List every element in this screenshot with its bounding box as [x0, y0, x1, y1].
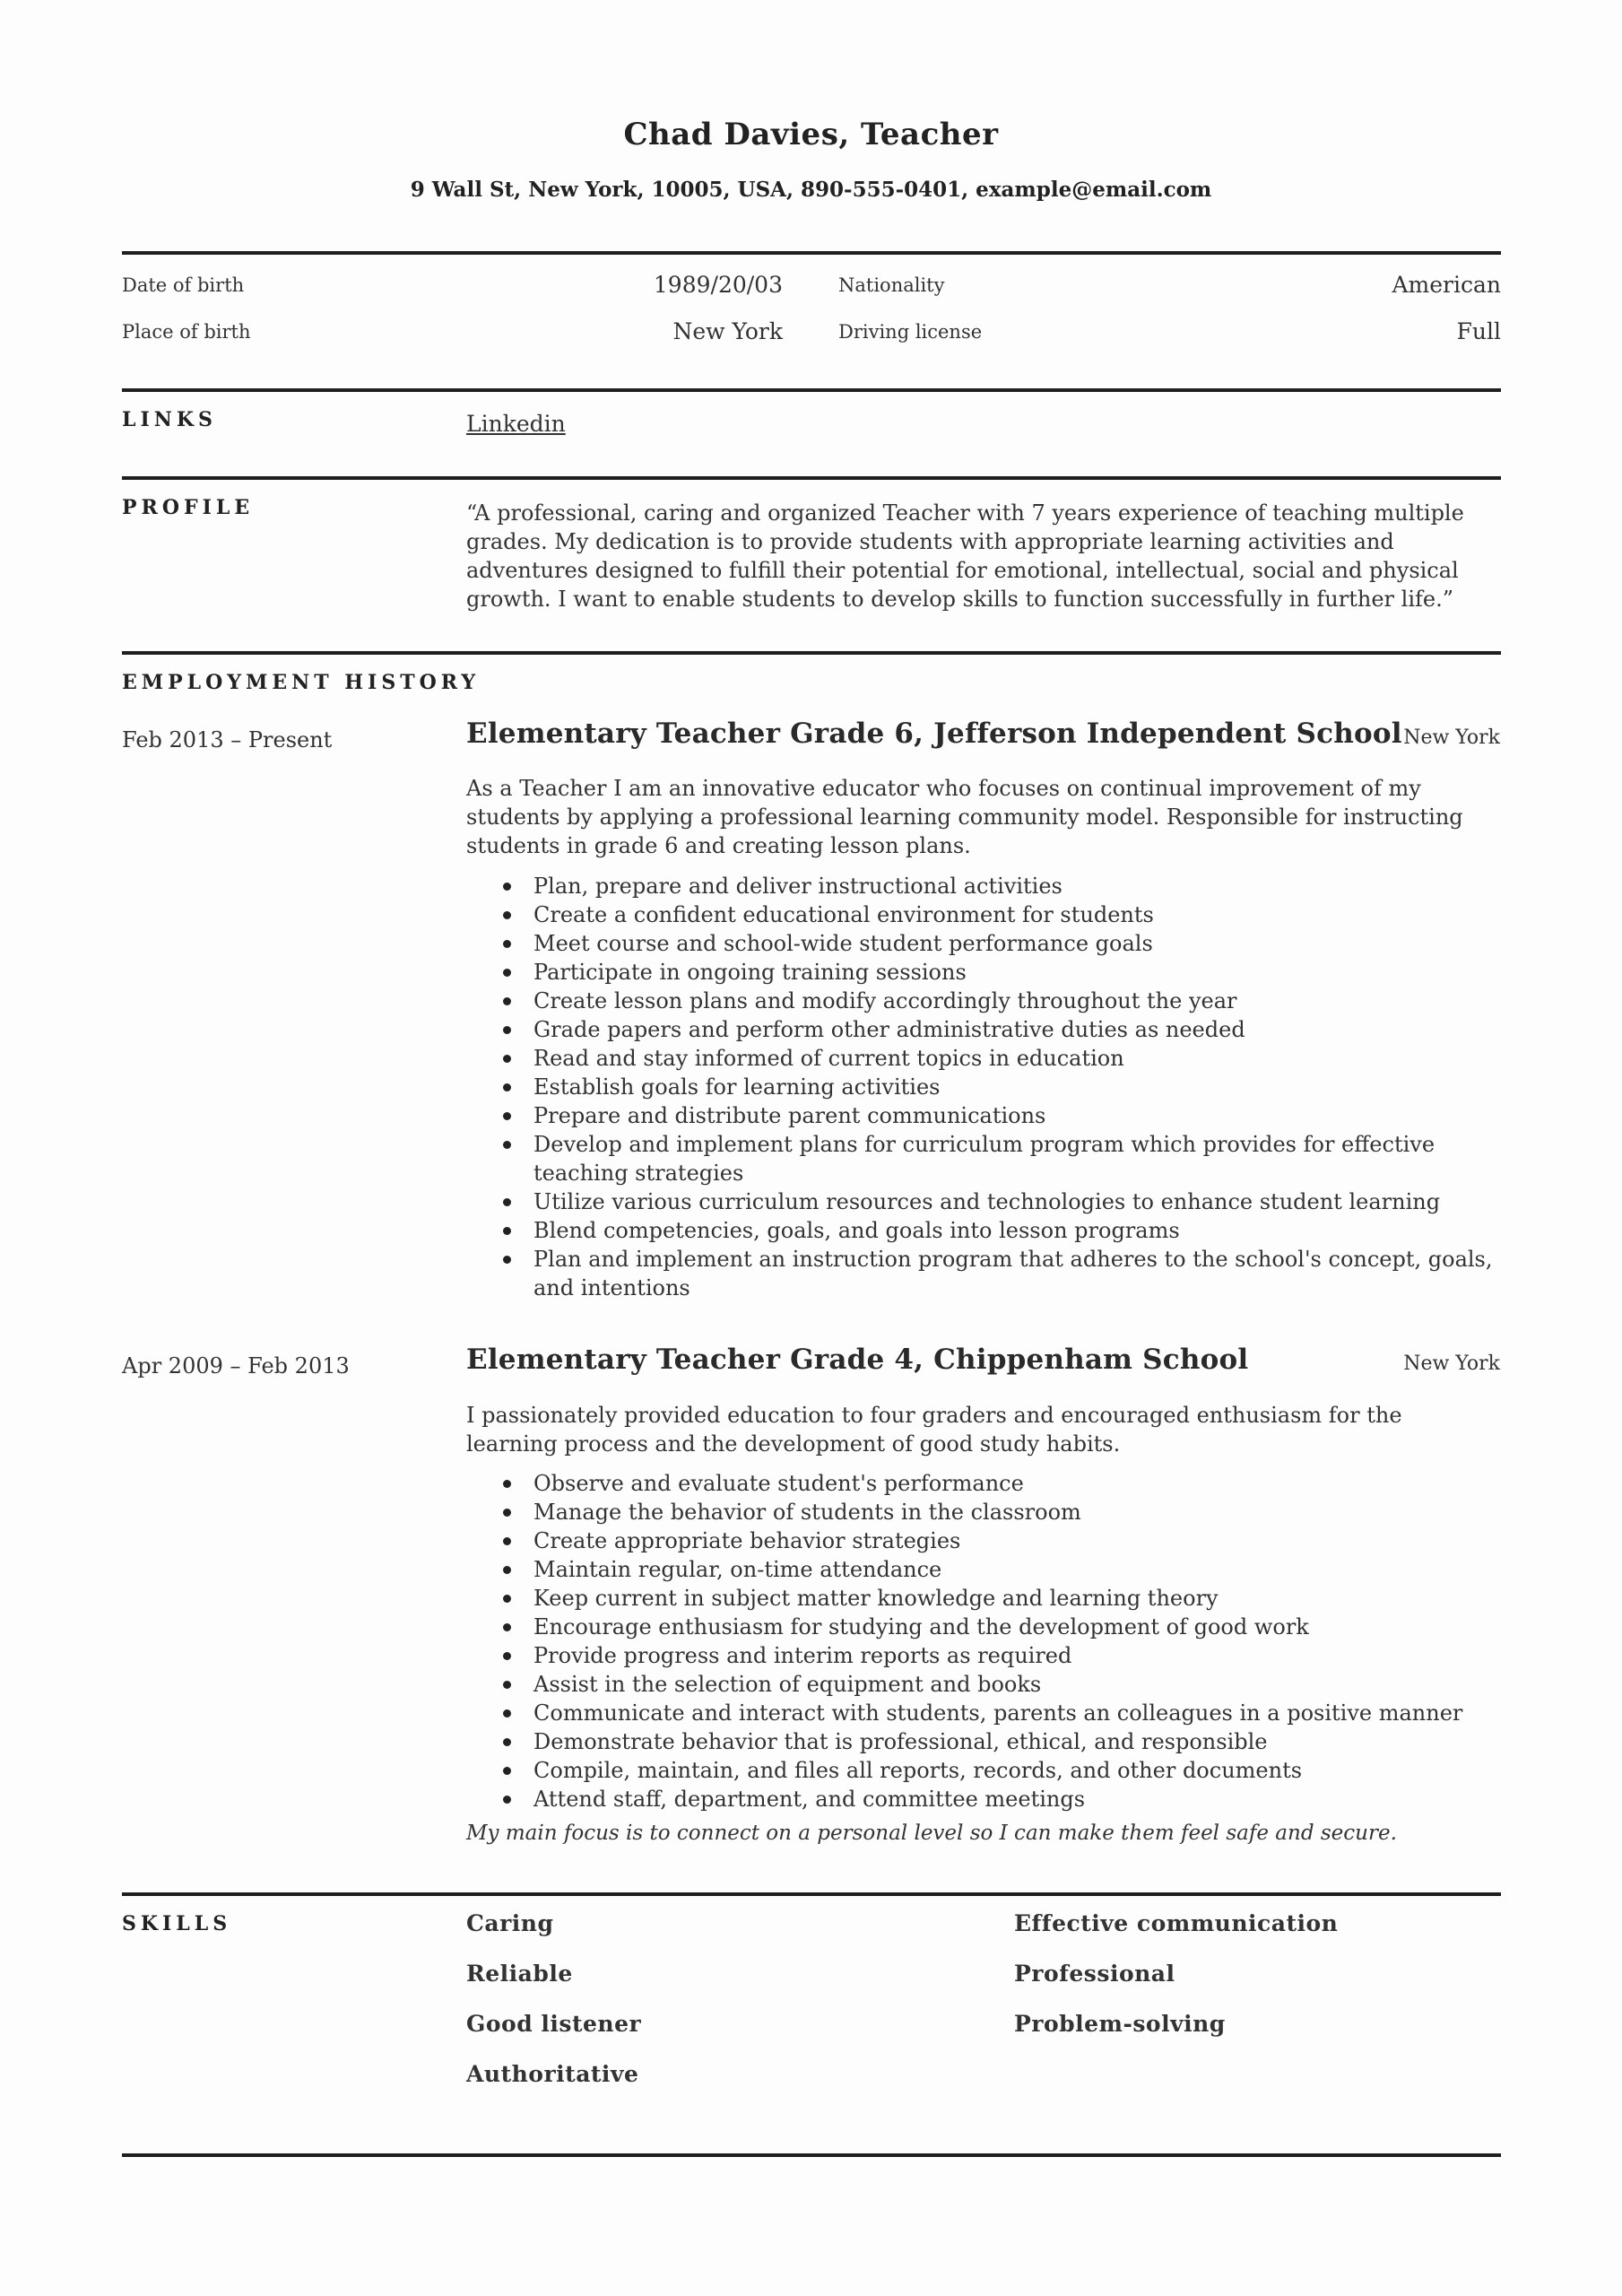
list-item: Manage the behavior of students in the classroom — [466, 1498, 1497, 1526]
divider-profile — [122, 476, 1501, 480]
divider-links — [122, 388, 1501, 392]
section-title-profile: PROFILE — [122, 496, 255, 519]
job-duties-list — [466, 1469, 1497, 1813]
section-title-skills: SKILLS — [122, 1912, 232, 1935]
job-description: As a Teacher I am an innovative educator who focuses on continual improvement of my students by applying a professional learning community model. Responsible for instructing students in grade 6 and creating lesson plans. — [466, 776, 1463, 858]
list-item: Provide progress and interim reports as required — [466, 1641, 1497, 1670]
list-item: Establish goals for learning activities — [466, 1073, 1497, 1101]
skill-item: Good listener — [466, 2011, 642, 2037]
skill-item: Caring — [466, 1910, 554, 1936]
list-item: Develop and implement plans for curriculum program which provides for effective teaching strategies — [466, 1130, 1497, 1187]
divider-header — [122, 251, 1501, 255]
nationality-value: American — [1392, 272, 1501, 298]
license-value: Full — [1456, 318, 1501, 344]
list-item: Create a confident educational environment for students — [466, 900, 1497, 929]
list-item: Utilize various curriculum resources and technologies to enhance student learning — [466, 1187, 1497, 1216]
list-item: Meet course and school-wide student performance goals — [466, 929, 1497, 958]
list-item: Create lesson plans and modify accordingly throughout the year — [466, 987, 1497, 1015]
license-label: Driving license — [838, 321, 983, 343]
candidate-name: Chad Davies, Teacher — [623, 117, 999, 152]
list-item: Keep current in subject matter knowledge and learning theory — [466, 1584, 1497, 1613]
section-title-links: LINKS — [122, 408, 217, 431]
linkedin-link[interactable]: Linkedin — [466, 411, 566, 437]
dob-value: 1989/20/03 — [653, 272, 783, 298]
job-duties-list — [466, 872, 1497, 1302]
skill-item: Problem-solving — [1014, 2011, 1226, 2037]
pob-value: New York — [672, 318, 783, 344]
nationality-label: Nationality — [838, 274, 945, 296]
job-title: Elementary Teacher Grade 4, Chippenham School — [466, 1344, 1249, 1376]
profile-text: “A professional, caring and organized Teacher with 7 years experience of teaching multiple grades. My dedication is to provide students with appropriate learning activities and adventures designed to fulfill their potential for emotional, intellectual, social and physical growth. I want to enable students to develop skills to function successfully in further life.” — [466, 500, 1464, 612]
contact-line: 9 Wall St, New York, 10005, USA, 890-555-0401, example@email.com — [410, 178, 1212, 202]
list-item: Maintain regular, on-time attendance — [466, 1555, 1497, 1584]
job-dates: Apr 2009 – Feb 2013 — [122, 1353, 350, 1378]
skill-item: Reliable — [466, 1961, 573, 1987]
divider-footer — [122, 2153, 1501, 2157]
list-item: Plan, prepare and deliver instructional activities — [466, 872, 1497, 900]
list-item: Compile, maintain, and files all reports, records, and other documents — [466, 1756, 1497, 1785]
skill-item: Professional — [1014, 1961, 1175, 1987]
dob-label: Date of birth — [122, 274, 245, 296]
skill-item: Authoritative — [466, 2061, 639, 2087]
list-item: Read and stay informed of current topics in education — [466, 1044, 1497, 1073]
job-city: New York — [1403, 726, 1500, 749]
list-item: Create appropriate behavior strategies — [466, 1526, 1497, 1555]
pob-label: Place of birth — [122, 321, 251, 343]
divider-skills — [122, 1892, 1501, 1896]
list-item: Plan and implement an instruction program that adheres to the school's concept, goals, and intentions — [466, 1245, 1497, 1302]
list-item: Attend staff, department, and committee meetings — [466, 1785, 1497, 1813]
job-city: New York — [1403, 1352, 1500, 1375]
list-item: Observe and evaluate student's performance — [466, 1469, 1497, 1498]
list-item: Grade papers and perform other administrative duties as needed — [466, 1015, 1497, 1044]
list-item: Assist in the selection of equipment and books — [466, 1670, 1497, 1699]
job-title: Elementary Teacher Grade 6, Jefferson Independent School — [466, 718, 1402, 750]
list-item: Prepare and distribute parent communications — [466, 1101, 1497, 1130]
list-item: Blend competencies, goals, and goals into lesson programs — [466, 1216, 1497, 1245]
job-description: I passionately provided education to four graders and encouraged enthusiasm for the learning process and the development of good study habits. — [466, 1403, 1402, 1457]
list-item: Communicate and interact with students, parents an colleagues in a positive manner — [466, 1699, 1497, 1727]
list-item: Participate in ongoing training sessions — [466, 958, 1497, 987]
job-dates: Feb 2013 – Present — [122, 727, 333, 752]
divider-employment — [122, 651, 1501, 655]
job-closing-note: My main focus is to connect on a personal level so I can make them feel safe and secure. — [466, 1822, 1397, 1845]
list-item: Encourage enthusiasm for studying and the development of good work — [466, 1613, 1497, 1641]
skill-item: Effective communication — [1014, 1910, 1339, 1936]
list-item: Demonstrate behavior that is professional, ethical, and responsible — [466, 1727, 1497, 1756]
section-title-employment: EMPLOYMENT HISTORY — [122, 671, 481, 694]
